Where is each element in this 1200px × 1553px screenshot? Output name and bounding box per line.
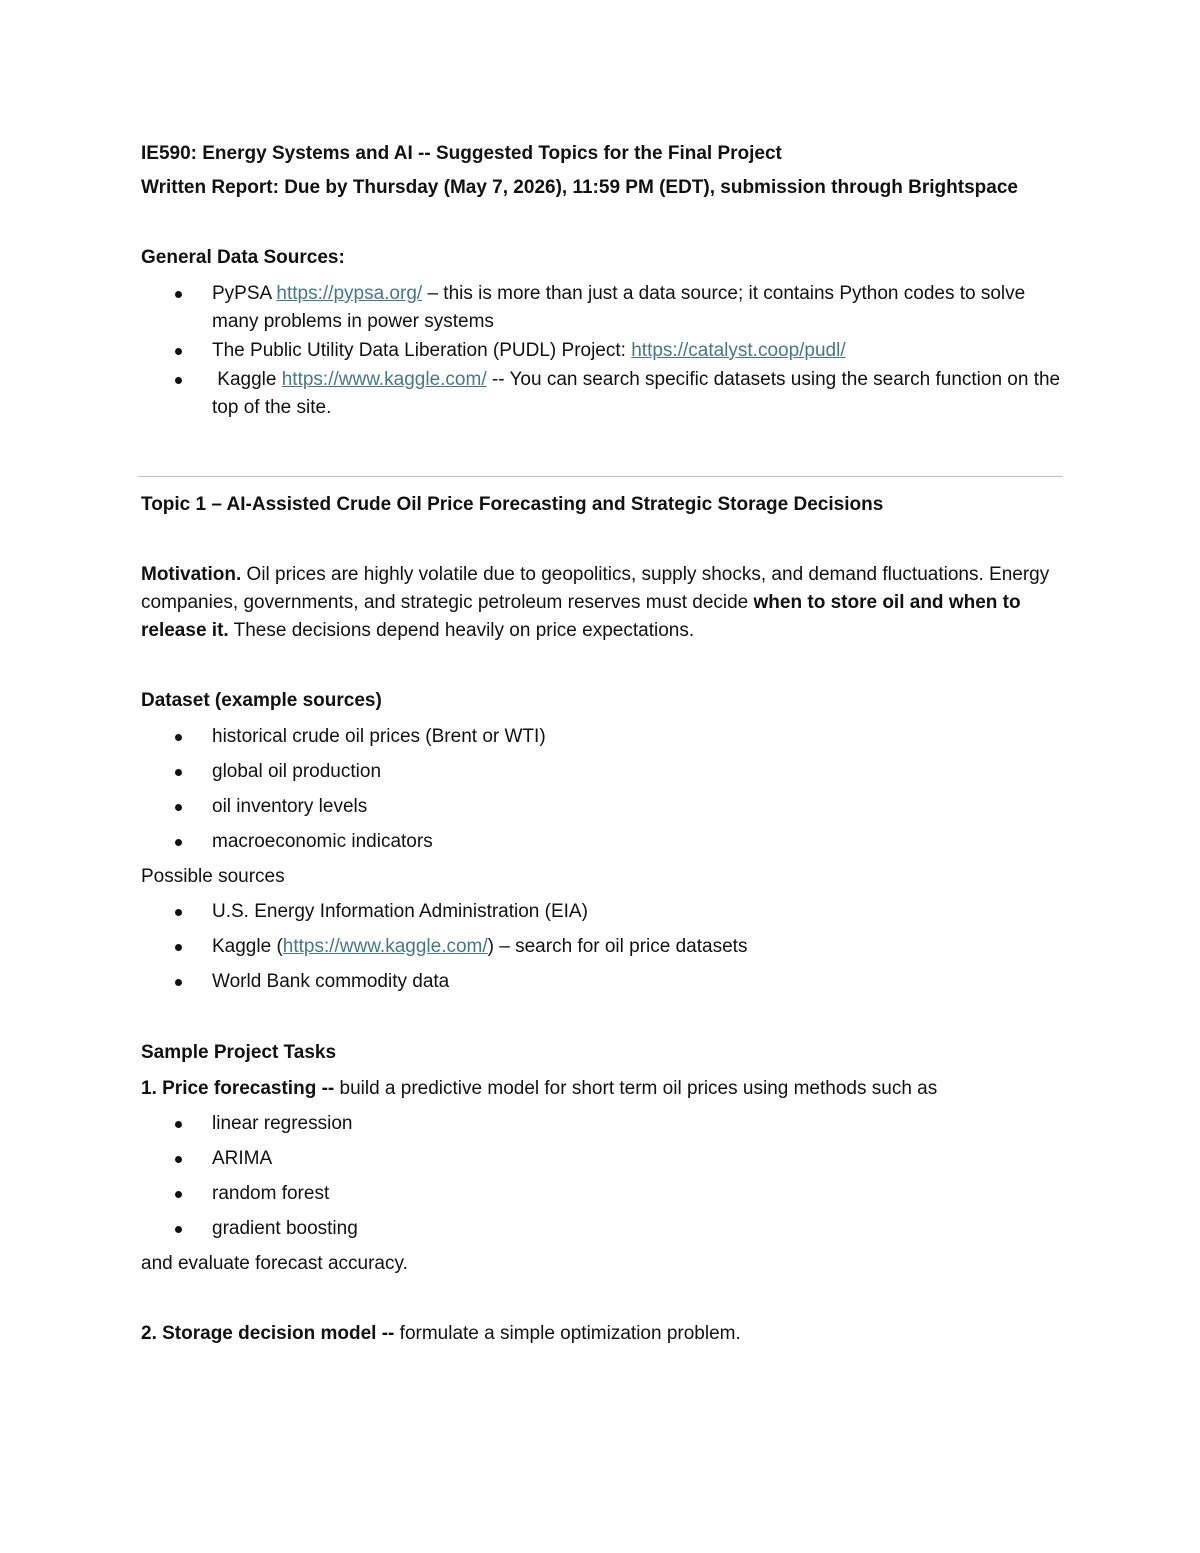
source-name: PyPSA: [212, 283, 277, 304]
document-content: [141, 140, 1061, 1348]
horizontal-divider: [139, 476, 1063, 477]
list-item: gradient boosting: [141, 1215, 1061, 1243]
methods-list: [141, 1110, 1061, 1243]
task2-text: formulate a simple optimization problem.: [394, 1323, 741, 1344]
source-name: The Public Utility Data Liberation (PUDL) Project:: [212, 340, 632, 361]
task1-after: and evaluate forecast accuracy.: [141, 1253, 408, 1274]
pypsa-link[interactable]: https://pypsa.org/: [276, 283, 423, 304]
source-text: Kaggle (: [212, 936, 283, 957]
kaggle-link[interactable]: https://www.kaggle.com/: [281, 369, 487, 390]
list-item: random forest: [141, 1180, 1061, 1208]
source-text: World Bank commodity data: [212, 971, 450, 992]
list-item: linear regression: [141, 1110, 1061, 1138]
list-item: [141, 898, 1061, 926]
possible-sources-list: [141, 898, 1061, 996]
tasks-heading: Sample Project Tasks: [141, 1042, 337, 1063]
motivation-text: Oil prices are highly volatile due to geopolitics, supply shocks, and demand fluctuations. Energy companies, governments, and strategic petroleum reserves must decide: [141, 564, 1050, 613]
list-item: [141, 366, 1061, 422]
kaggle-link[interactable]: https://www.kaggle.com/: [282, 936, 488, 957]
list-item: [141, 337, 1061, 365]
possible-sources-label: Possible sources: [141, 866, 285, 887]
list-item: macroeconomic indicators: [141, 828, 1061, 856]
list-item: historical crude oil prices (Brent or WTI): [141, 723, 1061, 751]
task2-label: 2. Storage decision model --: [141, 1323, 395, 1344]
source-text-end: ) – search for oil price datasets: [487, 936, 748, 957]
source-text: U.S. Energy Information Administration (EIA): [212, 901, 588, 922]
task2-paragraph: [141, 1320, 1061, 1348]
dataset-heading: Dataset (example sources): [141, 690, 382, 711]
due-date-line: Written Report: Due by Thursday (May 7, 2026), 11:59 PM (EDT), submission through Brightspace: [141, 177, 1018, 198]
pudl-link[interactable]: https://catalyst.coop/pudl/: [631, 340, 846, 361]
task1-paragraph: [141, 1075, 1061, 1103]
dataset-list: [141, 723, 1061, 856]
source-description: – this is more than just a data source; it contains Python codes to solve many problems in power systems: [212, 283, 1026, 332]
source-name: Kaggle: [212, 369, 282, 390]
list-item: [141, 280, 1061, 336]
list-item: [141, 968, 1061, 996]
general-sources-heading: General Data Sources:: [141, 247, 345, 268]
task1-text: build a predictive model for short term oil prices using methods such as: [334, 1078, 938, 1099]
source-description: -- You can search specific datasets using the search function on the top of the site.: [212, 369, 1061, 418]
motivation-label: Motivation.: [141, 564, 242, 585]
list-item: [141, 933, 1061, 961]
motivation-paragraph: [141, 561, 1061, 645]
list-item: global oil production: [141, 758, 1061, 786]
task1-label: 1. Price forecasting --: [141, 1078, 335, 1099]
motivation-text-end: These decisions depend heavily on price expectations.: [228, 620, 695, 641]
topic1-heading: Topic 1 – AI-Assisted Crude Oil Price Forecasting and Strategic Storage Decisions: [141, 494, 884, 515]
motivation-emphasis: when to store oil and when to release it.: [141, 592, 1021, 641]
list-item: oil inventory levels: [141, 793, 1061, 821]
general-sources-list: [141, 280, 1061, 422]
list-item: ARIMA: [141, 1145, 1061, 1173]
document-title: IE590: Energy Systems and AI -- Suggested Topics for the Final Project: [141, 143, 782, 164]
